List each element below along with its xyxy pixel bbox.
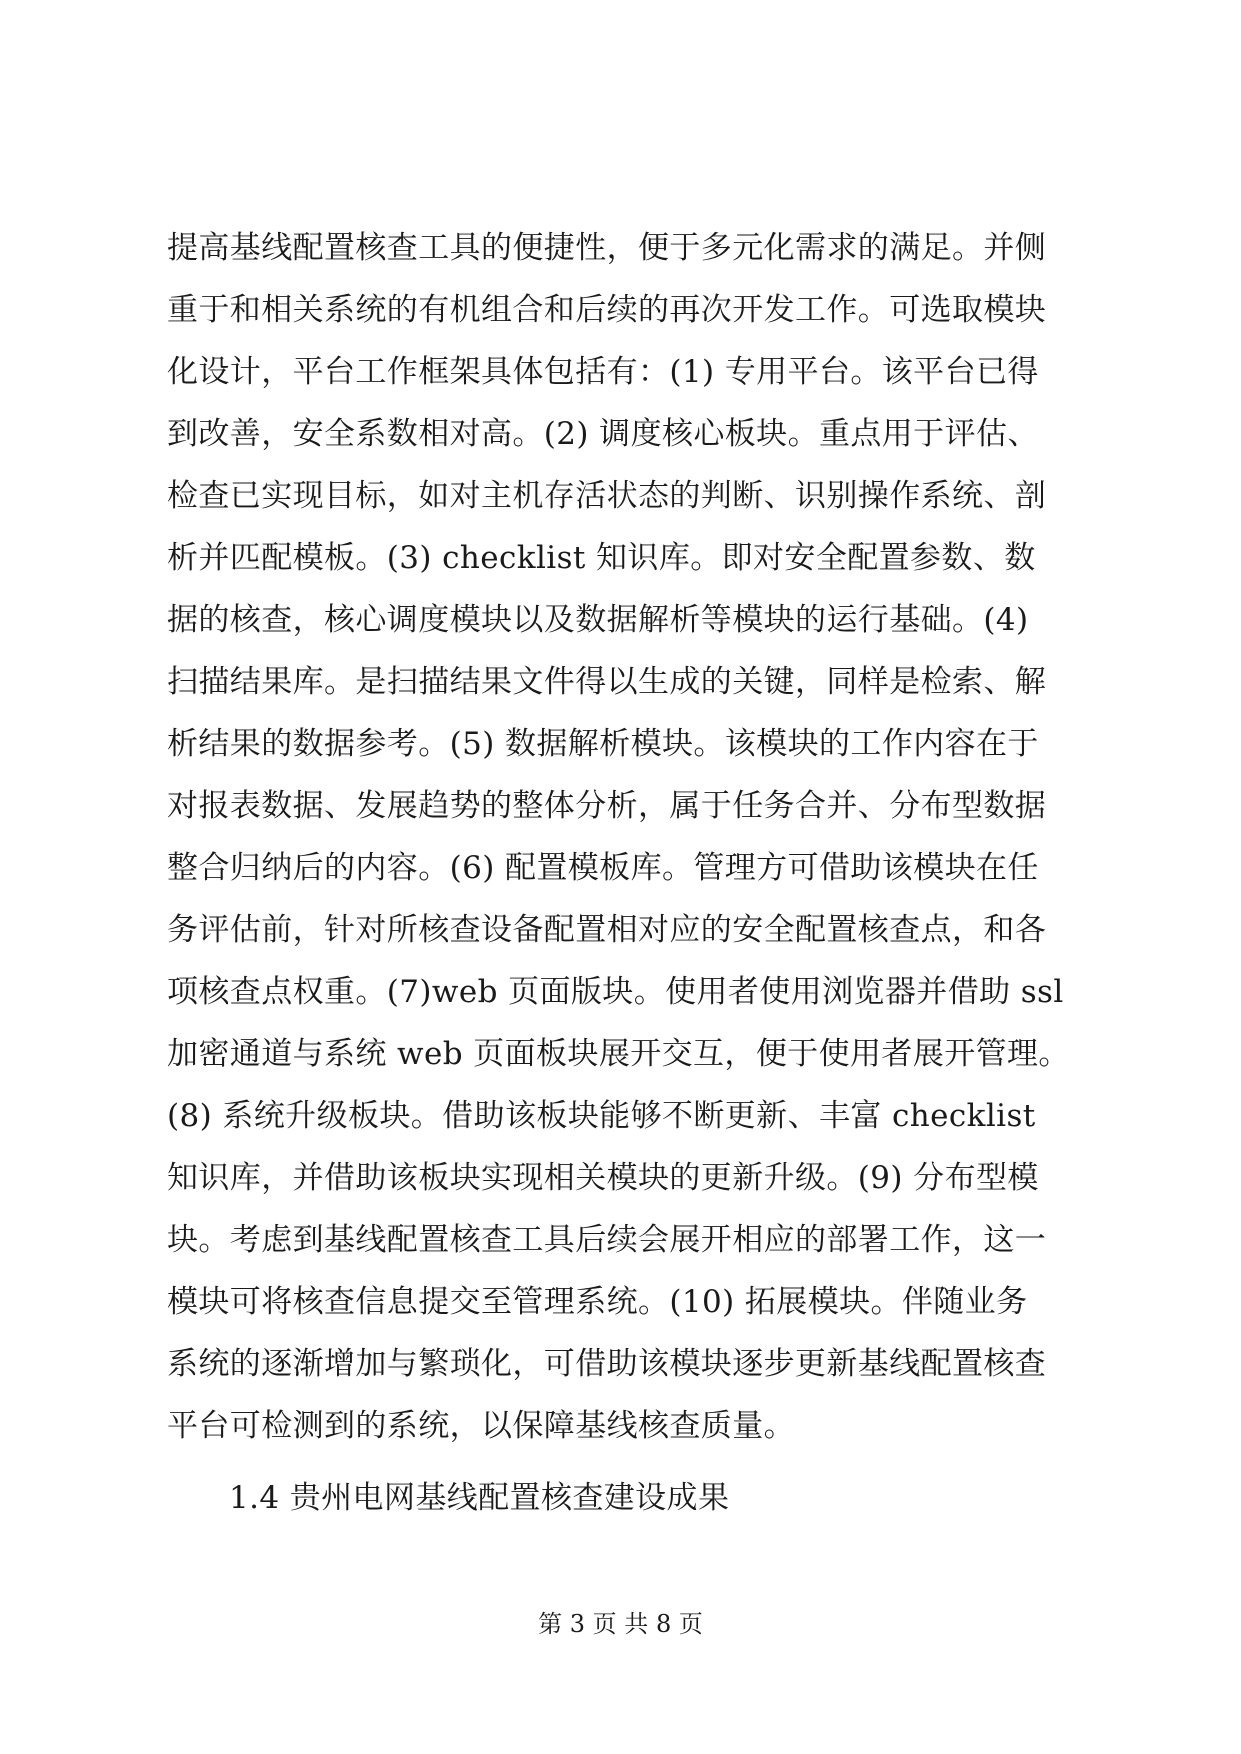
paragraph-line-3: 化设计，平台工作框架具体包括有：(1) 专用平台。该平台已得 [167,354,1039,390]
paragraph-line-15: (8) 系统升级板块。借助该板块能够不断更新、丰富 checklist [167,1098,1036,1134]
section-heading: 1.4 贵州电网基线配置核查建设成果 [229,1480,730,1516]
paragraph-line-18: 模块可将核查信息提交至管理系统。(10) 拓展模块。伴随业务 [167,1284,1028,1320]
paragraph-line-4: 到改善，安全系数相对高。(2) 调度核心板块。重点用于评估、 [167,416,1039,452]
paragraph-line-7: 据的核查，核心调度模块以及数据解析等模块的运行基础。(4) [167,602,1029,638]
paragraph-line-11: 整合归纳后的内容。(6) 配置模板库。管理方可借助该模块在任 [167,850,1039,886]
paragraph-line-17: 块。考虑到基线配置核查工具后续会展开相应的部署工作，这一 [167,1222,1047,1258]
page-footer: 第 3 页 共 8 页 [538,1610,703,1638]
paragraph-line-20: 平台可检测到的系统，以保障基线核查质量。 [167,1408,795,1444]
paragraph-line-16: 知识库，并借助该板块实现相关模块的更新升级。(9) 分布型模 [167,1160,1039,1196]
paragraph-line-12: 务评估前，针对所核查设备配置相对应的安全配置核查点，和各 [167,912,1047,948]
paragraph-line-5: 检查已实现目标，如对主机存活状态的判断、识别操作系统、剖 [167,478,1047,514]
paragraph-line-9: 析结果的数据参考。(5) 数据解析模块。该模块的工作内容在于 [167,726,1039,762]
paragraph-line-19: 系统的逐渐增加与繁琐化，可借助该模块逐步更新基线配置核查 [167,1346,1047,1382]
paragraph-line-13: 项核查点权重。(7)web 页面版块。使用者使用浏览器并借助 ssl [167,974,1064,1010]
paragraph-line-6: 析并匹配模板。(3) checklist 知识库。即对安全配置参数、数 [167,540,1036,576]
paragraph-line-2: 重于和相关系统的有机组合和后续的再次开发工作。可选取模块 [167,292,1047,328]
paragraph-line-10: 对报表数据、发展趋势的整体分析，属于任务合并、分布型数据 [167,788,1047,824]
paragraph-line-1: 提高基线配置核查工具的便捷性，便于多元化需求的满足。并侧 [167,230,1047,266]
paragraph-line-8: 扫描结果库。是扫描结果文件得以生成的关键，同样是检索、解 [167,664,1047,700]
paragraph-line-14: 加密通道与系统 web 页面板块展开交互，便于使用者展开管理。 [167,1036,1070,1072]
